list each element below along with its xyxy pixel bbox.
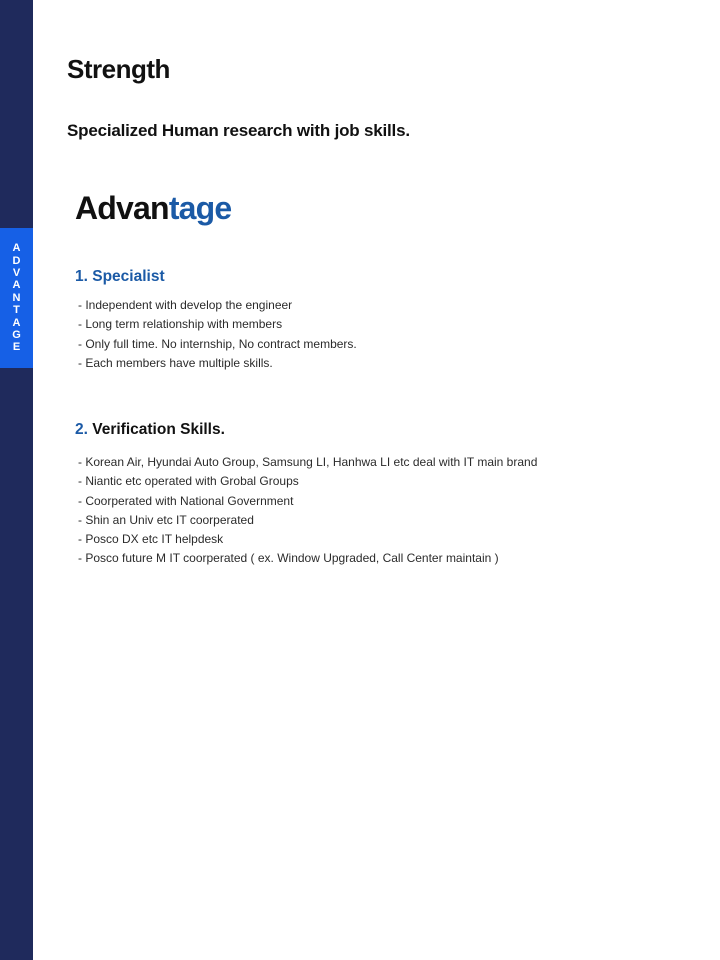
advantage-heading-accent: tage [168,190,232,226]
side-tab-letter: E [12,341,21,354]
list-item: - Only full time. No internship, No contract members. [78,336,357,351]
list-item: - Posco DX etc IT helpdesk [78,532,224,547]
list-item: - Independent with develop the engineer [78,298,293,312]
side-tab-letter: T [13,304,20,317]
advantage-heading [75,190,231,227]
advantage-heading-main: Advan [75,190,169,226]
specialist-list [78,296,357,373]
verification-list [78,453,537,569]
side-tab-letter: A [12,242,21,255]
list-item: - Korean Air, Hyundai Auto Group, Samsung LI, Hanhwa LI etc deal with IT main brand [78,455,538,469]
side-tab-letter: D [12,254,21,267]
list-item: - Niantic etc operated with Grobal Groups [78,474,299,489]
section-title-text: Verification Skills. [87,421,225,438]
list-item: - Long term relationship with members [78,317,283,332]
list-item: - Coorperated with National Government [78,493,294,508]
side-tab-letter: A [12,316,21,329]
side-tab-letter: A [12,279,21,292]
section-title-specialist: 1. Specialist [75,268,165,285]
page-title: Strength [67,54,170,84]
side-tab-letter: G [12,329,21,342]
section-number: 2. [75,421,88,438]
side-tab-letter: N [12,291,21,304]
sidebar-strip [0,0,33,960]
list-item: - Shin an Univ etc IT coorperated [78,512,254,527]
side-tab-letter: V [12,266,21,279]
side-tab-advantage[interactable] [0,228,33,368]
page-subtitle: Specialized Human research with job skills. [67,121,410,140]
section-title-verification [75,421,225,439]
list-item: - Each members have multiple skills. [78,355,273,370]
list-item: - Posco future M IT coorperated ( ex. Window Upgraded, Call Center maintain ) [78,551,499,566]
